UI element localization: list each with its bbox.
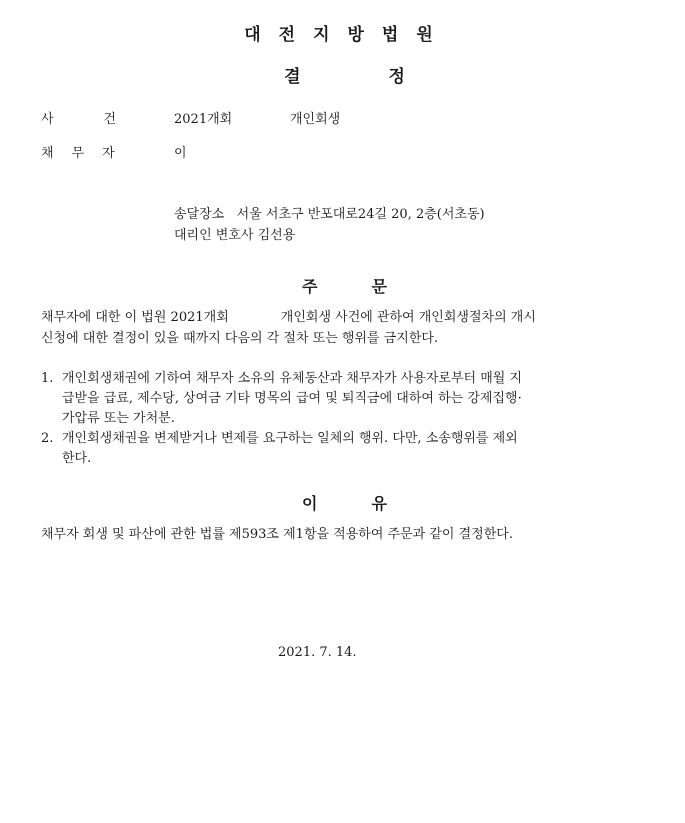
agent-name: 김선용	[257, 228, 296, 243]
court-name: 대전지방법원	[244, 25, 451, 45]
order-intro-part2: 개인회생 사건에 관하여 개인회생절차의 개시	[280, 310, 536, 325]
case-number: 2021개회	[174, 112, 233, 127]
debtor-label: 채무자	[41, 146, 133, 161]
case-label: 사건	[41, 112, 167, 127]
order-intro-part1: 채무자에 대한 이 법원 2021개회	[41, 310, 229, 325]
address-label: 송달장소	[174, 207, 225, 222]
agent-line	[174, 224, 295, 243]
document-type: 결정	[284, 67, 493, 87]
order-heading: 주문	[302, 277, 441, 296]
agent-label: 대리인 변호사	[174, 228, 254, 243]
order-item-line: 개인회생채권을 변제받거나 변제를 요구하는 일체의 행위. 다만, 소송행위를 제외	[62, 431, 518, 446]
address: 서울 서초구 반포대로24길 20, 2층(서초동)	[236, 207, 485, 222]
order-item-line: 급받을 급료, 제수당, 상여금 기타 명목의 급여 및 퇴직금에 대하여 하는 강제집행·	[62, 391, 522, 406]
reason-text: 채무자 회생 및 파산에 관한 법률 제593조 제1항을 적용하여 주문과 같이 결정한다.	[41, 527, 513, 542]
order-item-line: 한다.	[62, 451, 92, 466]
order-item-number: 2.	[41, 431, 54, 446]
order-list	[41, 369, 601, 469]
order-item-line: 가압류 또는 가처분.	[62, 411, 175, 426]
order-item-line: 개인회생채권에 기하여 채무자 소유의 유체동산과 채무자가 사용자로부터 매월 지	[62, 371, 523, 386]
order-item	[41, 429, 601, 469]
order-intro-line2: 신청에 대한 결정이 있을 때까지 다음의 각 절차 또는 행위를 금지한다.	[41, 331, 439, 346]
reason-heading: 이유	[302, 494, 441, 513]
order-intro-line1	[41, 306, 536, 325]
decision-date: 2021. 7. 14.	[278, 645, 357, 660]
debtor-name: 이	[174, 146, 187, 161]
order-item-number: 1.	[41, 371, 54, 386]
case-type: 개인회생	[290, 112, 341, 127]
delivery-address-line	[174, 203, 485, 222]
order-item	[41, 369, 601, 429]
